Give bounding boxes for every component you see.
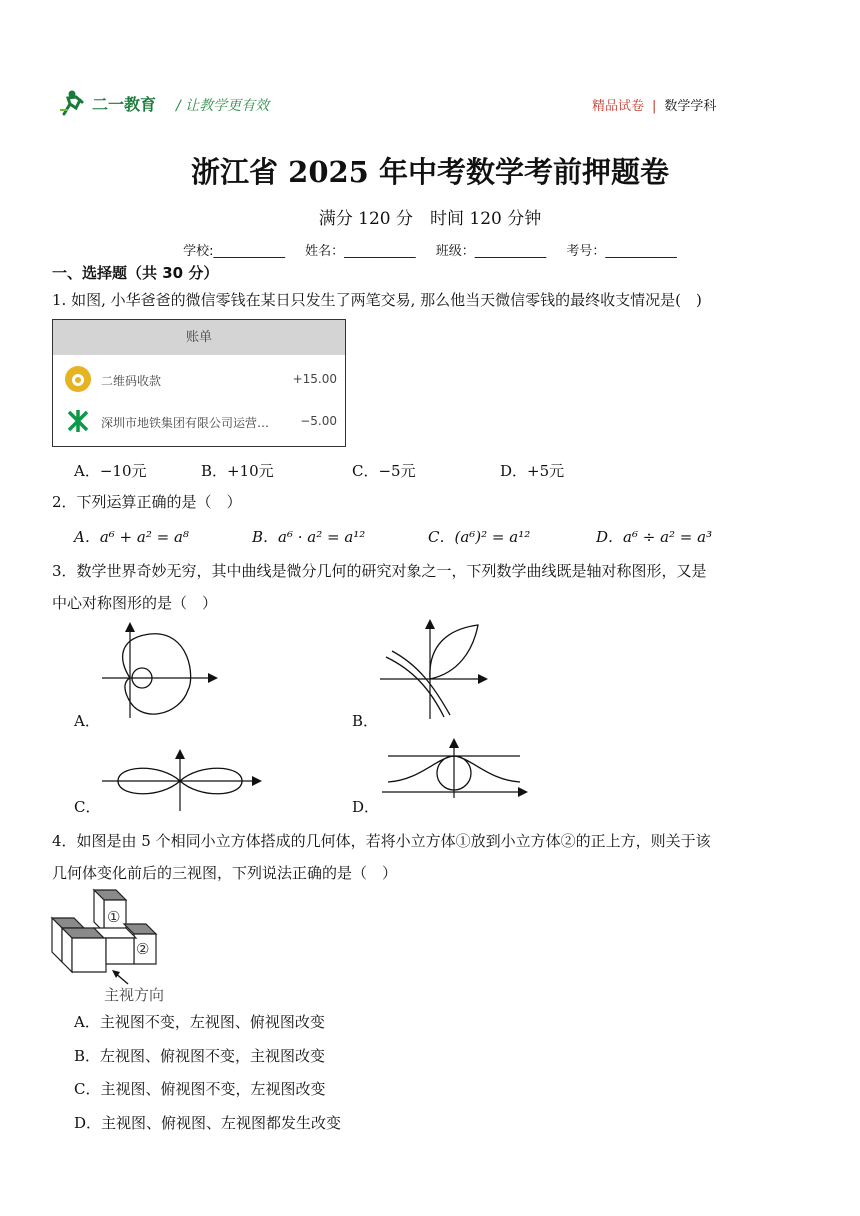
header-separator: |	[652, 99, 657, 114]
cube-label-1: ①	[107, 908, 121, 926]
page-title: 浙江省 2025 年中考数学考前押题卷	[191, 155, 669, 189]
q2-stem: 2．下列运算正确的是（ ）	[52, 493, 242, 511]
category-label: 精品试卷	[592, 99, 645, 114]
cube-figure	[50, 888, 180, 1006]
runner-icon	[60, 91, 82, 115]
bill-row-amount: +15.00	[292, 372, 337, 386]
q1-option-b: B．+10元	[201, 462, 274, 480]
q4-option-d: D．主视图、俯视图、左视图都发生改变	[74, 1114, 342, 1132]
q3-option-d: D．	[352, 798, 380, 816]
q3-stem-line1: 3．数学世界奇妙无穷，其中曲线是微分几何的研究对象之一，下列数学曲线既是轴对称图形，又是	[52, 562, 707, 580]
bill-card	[52, 319, 346, 447]
school-field: 学校:___________	[183, 244, 285, 259]
q4-stem-line2: 几何体变化前后的三视图，下列说法正确的是（ ）	[52, 864, 398, 882]
slogan: / 让教学更有效	[176, 98, 270, 114]
class-field: 班级：___________	[435, 244, 547, 259]
name-field: 姓名：___________	[305, 244, 416, 259]
bill-row-label: 二维码收款	[101, 374, 162, 388]
graph-a-cardioid	[100, 620, 222, 720]
graph-d-curve-circle	[380, 736, 530, 800]
bill-row-amount: −5.00	[300, 414, 337, 428]
number-field: 考号：___________	[566, 244, 677, 259]
page-subtitle: 满分 120 分 时间 120 分钟	[318, 209, 542, 229]
q1-option-d: D．+5元	[500, 462, 565, 480]
q1-option-a: A．−10元	[74, 462, 147, 480]
graph-b-folium	[378, 615, 493, 720]
metro-logo-icon	[65, 408, 91, 434]
header-right	[592, 95, 716, 114]
q2-option-b: B．a⁶ · a² = a¹²	[252, 528, 366, 546]
q4-option-c: C．主视图、俯视图不变，左视图改变	[74, 1080, 326, 1098]
q4-stem-line1: 4．如图是由 5 个相同小立方体搭成的几何体，若将小立方体①放到小立方体②的正上方，则关于该	[52, 832, 711, 850]
subject-label: 数学学科	[664, 99, 717, 114]
q3-stem-line2: 中心对称图形的是（ ）	[52, 594, 218, 612]
bill-row	[53, 360, 345, 400]
q2-option-c: C．(a⁶)² = a¹²	[428, 528, 531, 546]
money-bag-icon	[65, 366, 91, 392]
bill-row	[53, 402, 345, 442]
q2-option-d: D．a⁶ ÷ a² = a³	[596, 528, 713, 546]
brand-name: 二一教育	[92, 95, 157, 114]
q1-option-c: C．−5元	[352, 462, 416, 480]
view-direction-label: 主视方向	[104, 986, 165, 1004]
cube-label-2: ②	[136, 940, 150, 958]
q3-option-c: C．	[74, 798, 101, 816]
q4-option-a: A．主视图不变，左视图、俯视图改变	[74, 1013, 325, 1031]
q1-stem: 1. 如图, 小华爸爸的微信零钱在某日只发生了两笔交易, 那么他当天微信零钱的最终收支情况是( )	[52, 291, 702, 309]
graph-c-lemniscate	[100, 745, 268, 813]
q2-option-a: A．a⁶ + a² = a⁸	[74, 528, 189, 546]
q3-option-b: B．	[352, 712, 379, 730]
bill-row-label: 深圳市地铁集团有限公司运营…	[101, 416, 270, 430]
q3-option-a: A．	[74, 712, 100, 730]
brand-logo	[58, 88, 168, 118]
student-info	[0, 240, 860, 259]
section-heading: 一、选择题（共 30 分）	[52, 264, 219, 282]
q4-option-b: B．左视图、俯视图不变，主视图改变	[74, 1047, 326, 1065]
bill-header: 账单	[53, 320, 345, 355]
